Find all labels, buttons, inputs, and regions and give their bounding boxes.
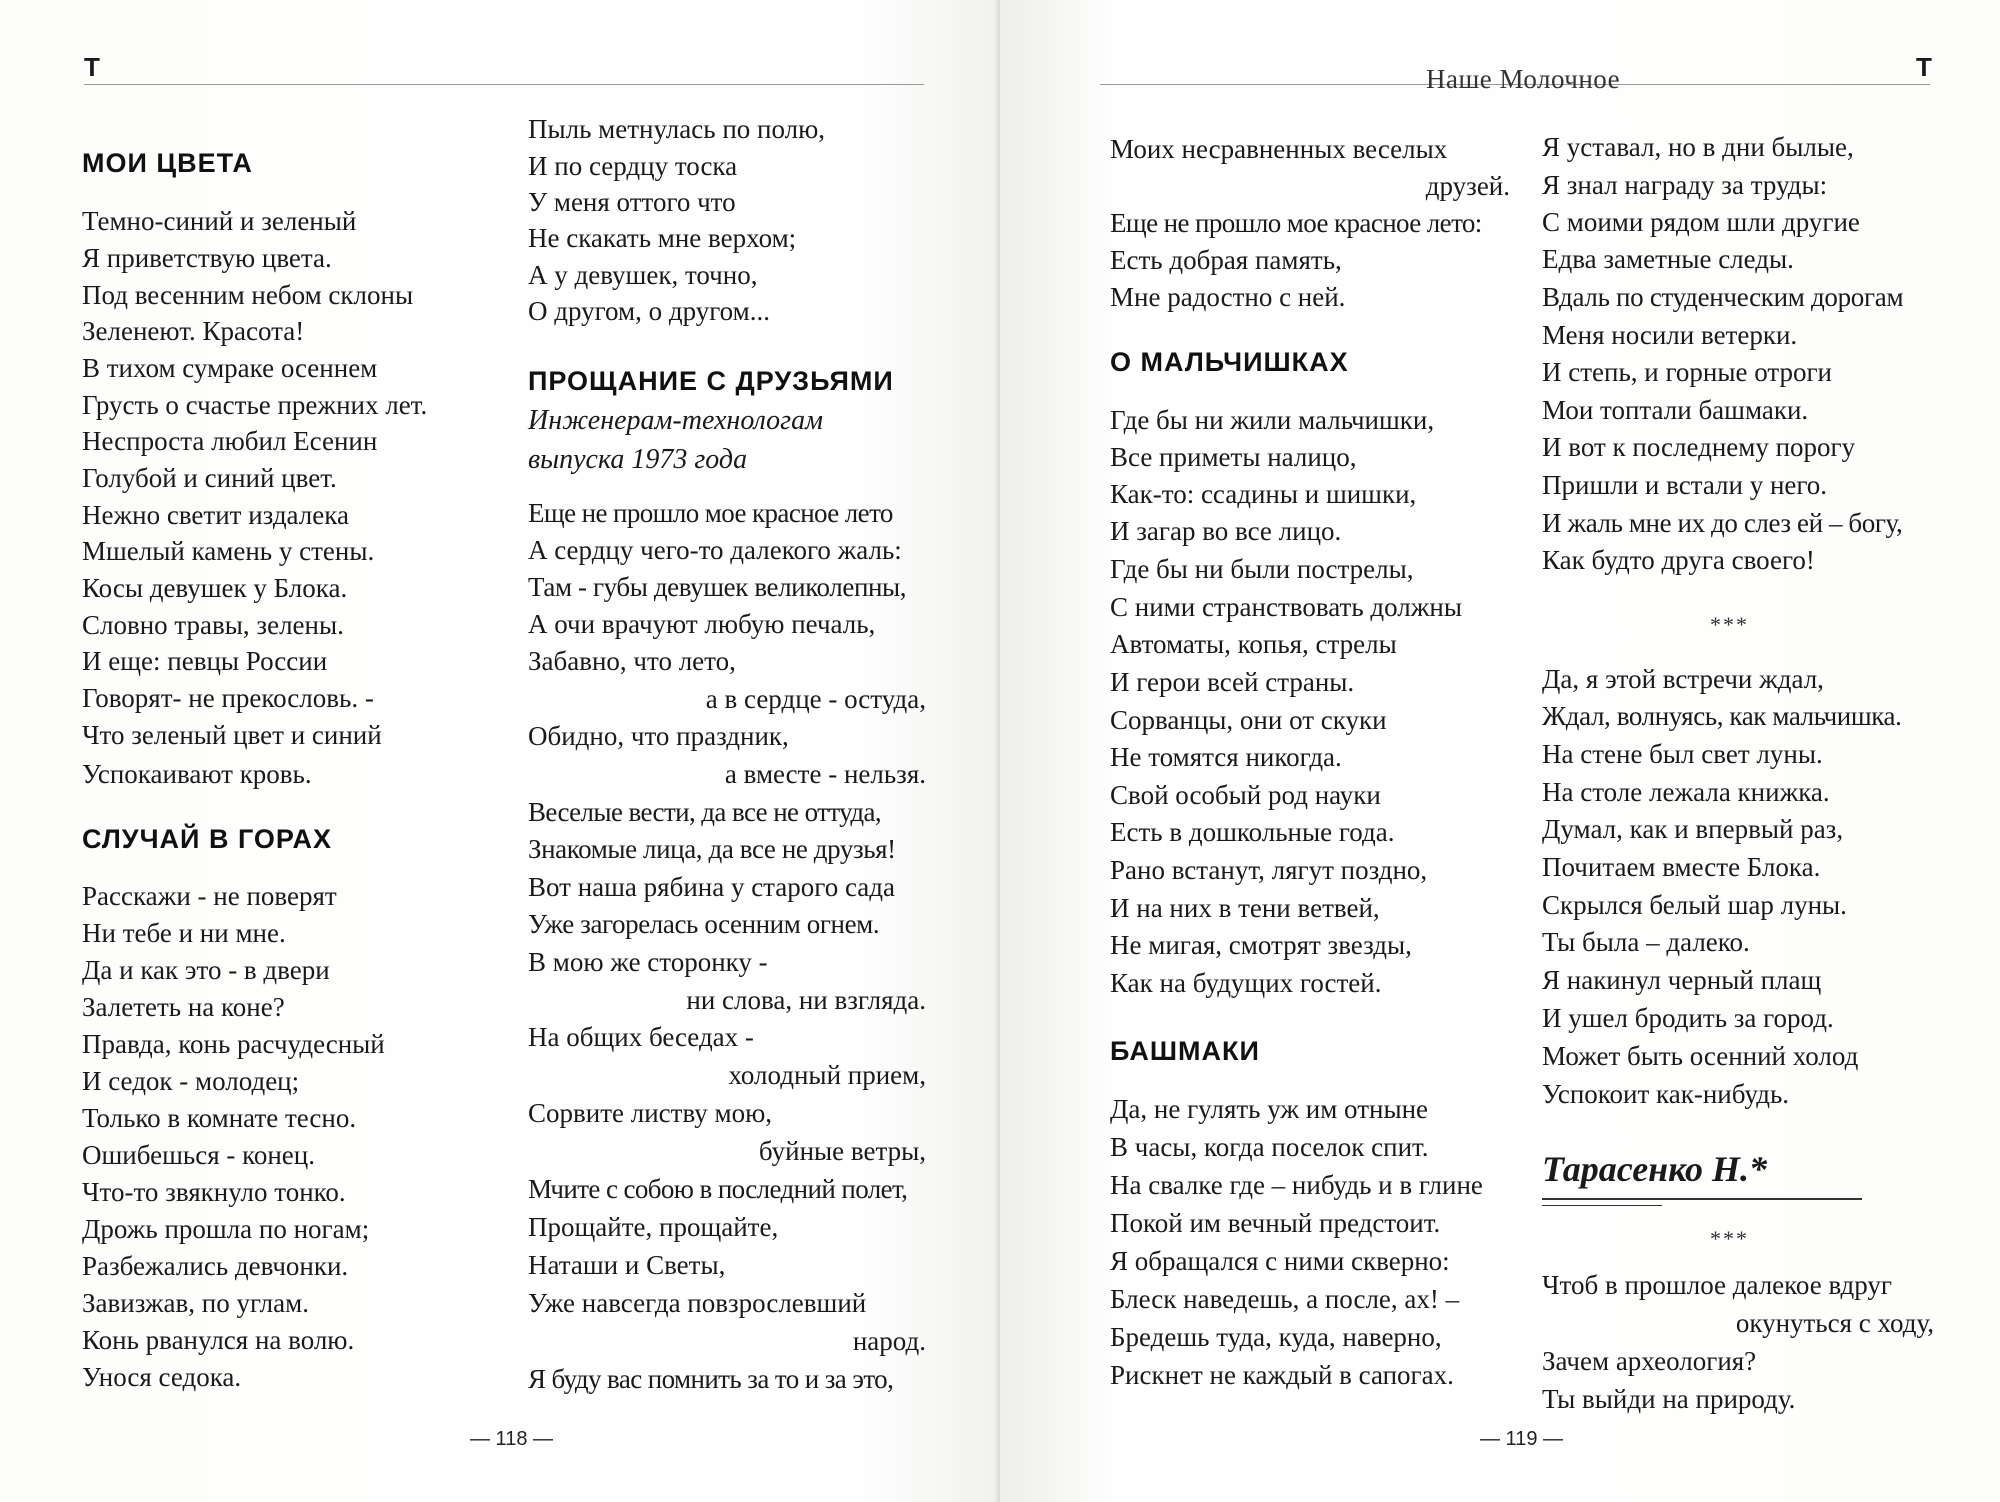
poem-line: Говорят- не прекословь. - bbox=[82, 683, 374, 713]
poem-line: Под весенним небом склоны bbox=[82, 280, 414, 310]
poem-line: Я накинул черный плащ bbox=[1542, 965, 1822, 995]
poem-line: Где бы ни были пострелы, bbox=[1110, 554, 1414, 584]
poem-line: Мчите с собою в последний полет, bbox=[528, 1174, 908, 1204]
poem-line: И вот к последнему порогу bbox=[1542, 432, 1856, 462]
poem-line: народ. bbox=[852, 1326, 926, 1356]
poem-line: Голубой и синий цвет. bbox=[82, 463, 337, 493]
poem-line: В тихом сумраке осеннем bbox=[82, 353, 378, 383]
poem-line: Ни тебе и ни мне. bbox=[82, 918, 286, 948]
poem-line: Неспроста любил Есенин bbox=[82, 426, 378, 456]
poem-line: Косы девушек у Блока. bbox=[82, 573, 348, 603]
poem-line: И седок - молодец; bbox=[82, 1066, 300, 1096]
poem-line: Грусть о счастье прежних лет. bbox=[82, 390, 428, 420]
poem-line: Как на будущих гостей. bbox=[1110, 968, 1382, 998]
poem-title: БАШМАКИ bbox=[1110, 1036, 1260, 1066]
poem-line: Не мигая, смотрят звезды, bbox=[1110, 930, 1412, 960]
poem-line: Расскажи - не поверят bbox=[82, 881, 337, 911]
poem-line: Моих несравненных веселых bbox=[1110, 134, 1448, 164]
poem-line: Да, я этой встречи ждал, bbox=[1542, 664, 1824, 694]
poem-line: Да и как это - в двери bbox=[82, 955, 330, 985]
poem-line: И степь, и горные отроги bbox=[1542, 357, 1832, 387]
poem-title: СЛУЧАЙ В ГОРАХ bbox=[82, 824, 333, 854]
poem-line: Разбежались девчонки. bbox=[82, 1251, 349, 1281]
poem-line: Еще не прошло мое красное лето bbox=[528, 498, 893, 528]
poem-line: Есть добрая память, bbox=[1110, 245, 1342, 275]
poem-line: Унося седока. bbox=[82, 1362, 242, 1392]
poem-line: Я обращался с ними скверно: bbox=[1110, 1246, 1450, 1276]
poem-line: Мои топтали башмаки. bbox=[1542, 395, 1809, 425]
right-page bbox=[1000, 0, 2000, 1502]
poem-line: И на них в тени ветвей, bbox=[1110, 893, 1380, 923]
header-rule-left bbox=[84, 84, 924, 85]
poem-line: Конь рванулся на волю. bbox=[82, 1325, 355, 1355]
poem-line: Чтоб в прошлое далекое вдруг bbox=[1542, 1270, 1893, 1300]
poem-line: С моими рядом шли другие bbox=[1542, 207, 1860, 237]
poem-line: Едва заметные следы. bbox=[1542, 244, 1794, 274]
poem-line: Знакомые лица, да все не друзья! bbox=[528, 834, 896, 864]
poem-line: Обидно, что праздник, bbox=[528, 721, 789, 751]
section-letter-right: Т bbox=[1916, 52, 1932, 82]
poem-line: Успокоит как-нибудь. bbox=[1542, 1079, 1790, 1109]
poem-line: Блеск наведешь, а после, ах! – bbox=[1110, 1284, 1460, 1314]
section-letter-left: Т bbox=[84, 52, 100, 82]
poem-line: Рискнет не каждый в сапогах. bbox=[1110, 1360, 1454, 1390]
poem-line: На свалке где – нибудь и в глине bbox=[1110, 1170, 1483, 1200]
poem-line: Что зеленый цвет и синий bbox=[82, 720, 382, 750]
poem-line: И жаль мне их до слез ей – богу, bbox=[1542, 508, 1903, 538]
poem-line: Не скакать мне верхом; bbox=[528, 223, 797, 253]
poem-line: А сердцу чего-то далекого жаль: bbox=[528, 535, 902, 565]
poem-line: На общих беседах - bbox=[528, 1022, 754, 1052]
poem-line: Покой им вечный предстоит. bbox=[1110, 1208, 1441, 1238]
poem-line: Да, не гулять уж им отныне bbox=[1110, 1094, 1429, 1124]
poem-line: А очи врачуют любую печаль, bbox=[528, 609, 876, 639]
poem-line: Свой особый род науки bbox=[1110, 780, 1381, 810]
poem-line: Я буду вас помнить за то и за это, bbox=[528, 1364, 894, 1394]
author-rule bbox=[1542, 1198, 1862, 1200]
poem-line: И герои всей страны. bbox=[1110, 667, 1355, 697]
poem-line: Я приветствую цвета. bbox=[82, 243, 332, 273]
poem-line: И ушел бродить за город. bbox=[1542, 1003, 1834, 1033]
poem-title: МОИ ЦВЕТА bbox=[82, 148, 253, 178]
poem-line: Пришли и встали у него. bbox=[1542, 470, 1828, 500]
poem-line: Как будто друга своего! bbox=[1542, 545, 1815, 575]
poem-line: а вместе - нельзя. bbox=[724, 759, 926, 789]
author-name: Тарасенко Н.* bbox=[1542, 1149, 1768, 1189]
poem-line: И по сердцу тоска bbox=[528, 151, 738, 181]
poem-line: Я знал награду за труды: bbox=[1542, 170, 1828, 200]
poem-line: С ними странствовать должны bbox=[1110, 592, 1462, 622]
poem-line: Что-то звякнуло тонко. bbox=[82, 1177, 346, 1207]
running-head: Наше Молочное bbox=[1426, 64, 1621, 94]
poem-line: Рано встанут, лягут поздно, bbox=[1110, 855, 1428, 885]
poem-line: Веселые вести, да все не оттуда, bbox=[528, 797, 882, 827]
poem-line: Думал, как и впервый раз, bbox=[1542, 814, 1844, 844]
poem-line: Ты была – далеко. bbox=[1542, 927, 1750, 957]
page-number: — 119 — bbox=[1480, 1428, 1563, 1450]
poem-line: Уже навсегда повзрослевший bbox=[528, 1288, 867, 1318]
poem-line: Уже загорелась осенним огнем. bbox=[528, 909, 880, 939]
poem-line: ни слова, ни взгляда. bbox=[686, 985, 926, 1015]
poem-line: Мне радостно с ней. bbox=[1110, 282, 1346, 312]
poem-line: окунуться с ходу, bbox=[1735, 1308, 1934, 1338]
poem-line: И загар во все лицо. bbox=[1110, 516, 1342, 546]
poem-line: Вот наша рябина у старого сада bbox=[528, 872, 895, 902]
poem-line: Залететь на коне? bbox=[82, 992, 285, 1022]
poem-line: Сорванцы, они от скуки bbox=[1110, 705, 1387, 735]
poem-line: На столе лежала книжка. bbox=[1542, 777, 1830, 807]
poem-line: Пыль метнулась по полю, bbox=[528, 114, 825, 144]
poem-line: Сорвите листву мою, bbox=[528, 1098, 773, 1128]
poem-line: А у девушек, точно, bbox=[528, 260, 758, 290]
poem-line: Зачем археология? bbox=[1542, 1346, 1757, 1376]
poem-line: Есть в дошкольные года. bbox=[1110, 817, 1395, 847]
poem-line: Скрылся белый шар луны. bbox=[1542, 890, 1847, 920]
poem-line: Правда, конь расчудесный bbox=[82, 1029, 385, 1059]
poem-line: Все приметы налицо, bbox=[1110, 442, 1357, 472]
poem-line: холодный прием, bbox=[728, 1060, 926, 1090]
poem-line: Там - губы девушек великолепны, bbox=[528, 572, 907, 602]
poem-line: Я уставал, но в дни былые, bbox=[1542, 132, 1854, 162]
poem-line: Еще не прошло мое красное лето: bbox=[1110, 208, 1482, 238]
poem-line: Как-то: ссадины и шишки, bbox=[1110, 479, 1417, 509]
poem-line: Нежно светит издалека bbox=[82, 500, 349, 530]
poem-dedication: Инженерам-технологам bbox=[528, 405, 823, 436]
poem-line: а в сердце - остуда, bbox=[705, 684, 926, 714]
poem-line: Автоматы, копья, стрелы bbox=[1110, 629, 1397, 659]
poem-dedication: выпуска 1973 года bbox=[528, 444, 748, 475]
poem-line: Ты выйди на природу. bbox=[1542, 1384, 1796, 1414]
poem-line: Словно травы, зелены. bbox=[82, 610, 344, 640]
section-divider-stars: *** bbox=[1710, 1226, 1749, 1251]
poem-line: Зеленеют. Красота! bbox=[82, 316, 305, 346]
poem-line: В часы, когда поселок спит. bbox=[1110, 1132, 1429, 1162]
poem-line: Наташи и Светы, bbox=[528, 1250, 726, 1280]
poem-line: Темно-синий и зеленый bbox=[82, 206, 357, 236]
poem-line: Забавно, что лето, bbox=[528, 646, 736, 676]
poem-line: Ошибешься - конец. bbox=[82, 1140, 315, 1170]
poem-line: На стене был свет луны. bbox=[1542, 739, 1823, 769]
poem-line: Вдаль по студенческим дорогам bbox=[1542, 282, 1904, 312]
poem-line: В мою же сторонку - bbox=[528, 947, 768, 977]
poem-line: Завизжав, по углам. bbox=[82, 1288, 309, 1318]
poem-line: Не томятся никогда. bbox=[1110, 742, 1342, 772]
poem-line: О другом, о другом... bbox=[528, 296, 770, 326]
poem-line: Бредешь туда, куда, наверно, bbox=[1110, 1322, 1442, 1352]
poem-line: У меня оттого что bbox=[528, 187, 736, 217]
poem-title: О МАЛЬЧИШКАХ bbox=[1110, 347, 1349, 377]
section-divider-stars: *** bbox=[1710, 612, 1749, 637]
poem-line: И еще: певцы России bbox=[82, 646, 328, 676]
poem-line: Может быть осенний холод bbox=[1542, 1041, 1859, 1071]
poem-line: Меня носили ветерки. bbox=[1542, 320, 1798, 350]
author-rule-short bbox=[1542, 1205, 1662, 1206]
poem-line: друзей. bbox=[1425, 171, 1510, 201]
poem-line: Прощайте, прощайте, bbox=[528, 1212, 779, 1242]
poem-title: ПРОЩАНИЕ С ДРУЗЬЯМИ bbox=[528, 366, 894, 396]
poem-line: Успокаивают кровь. bbox=[82, 759, 312, 789]
page-number: — 118 — bbox=[470, 1428, 553, 1450]
poem-line: Почитаем вместе Блока. bbox=[1542, 852, 1821, 882]
poem-line: Дрожь прошла по ногам; bbox=[82, 1214, 370, 1244]
poem-line: Только в комнате тесно. bbox=[82, 1103, 357, 1133]
poem-line: Ждал, волнуясь, как мальчишка. bbox=[1542, 701, 1902, 731]
poem-line: Где бы ни жили мальчишки, bbox=[1110, 405, 1435, 435]
poem-line: буйные ветры, bbox=[758, 1136, 926, 1166]
poem-line: Мшелый камень у стены. bbox=[82, 536, 375, 566]
